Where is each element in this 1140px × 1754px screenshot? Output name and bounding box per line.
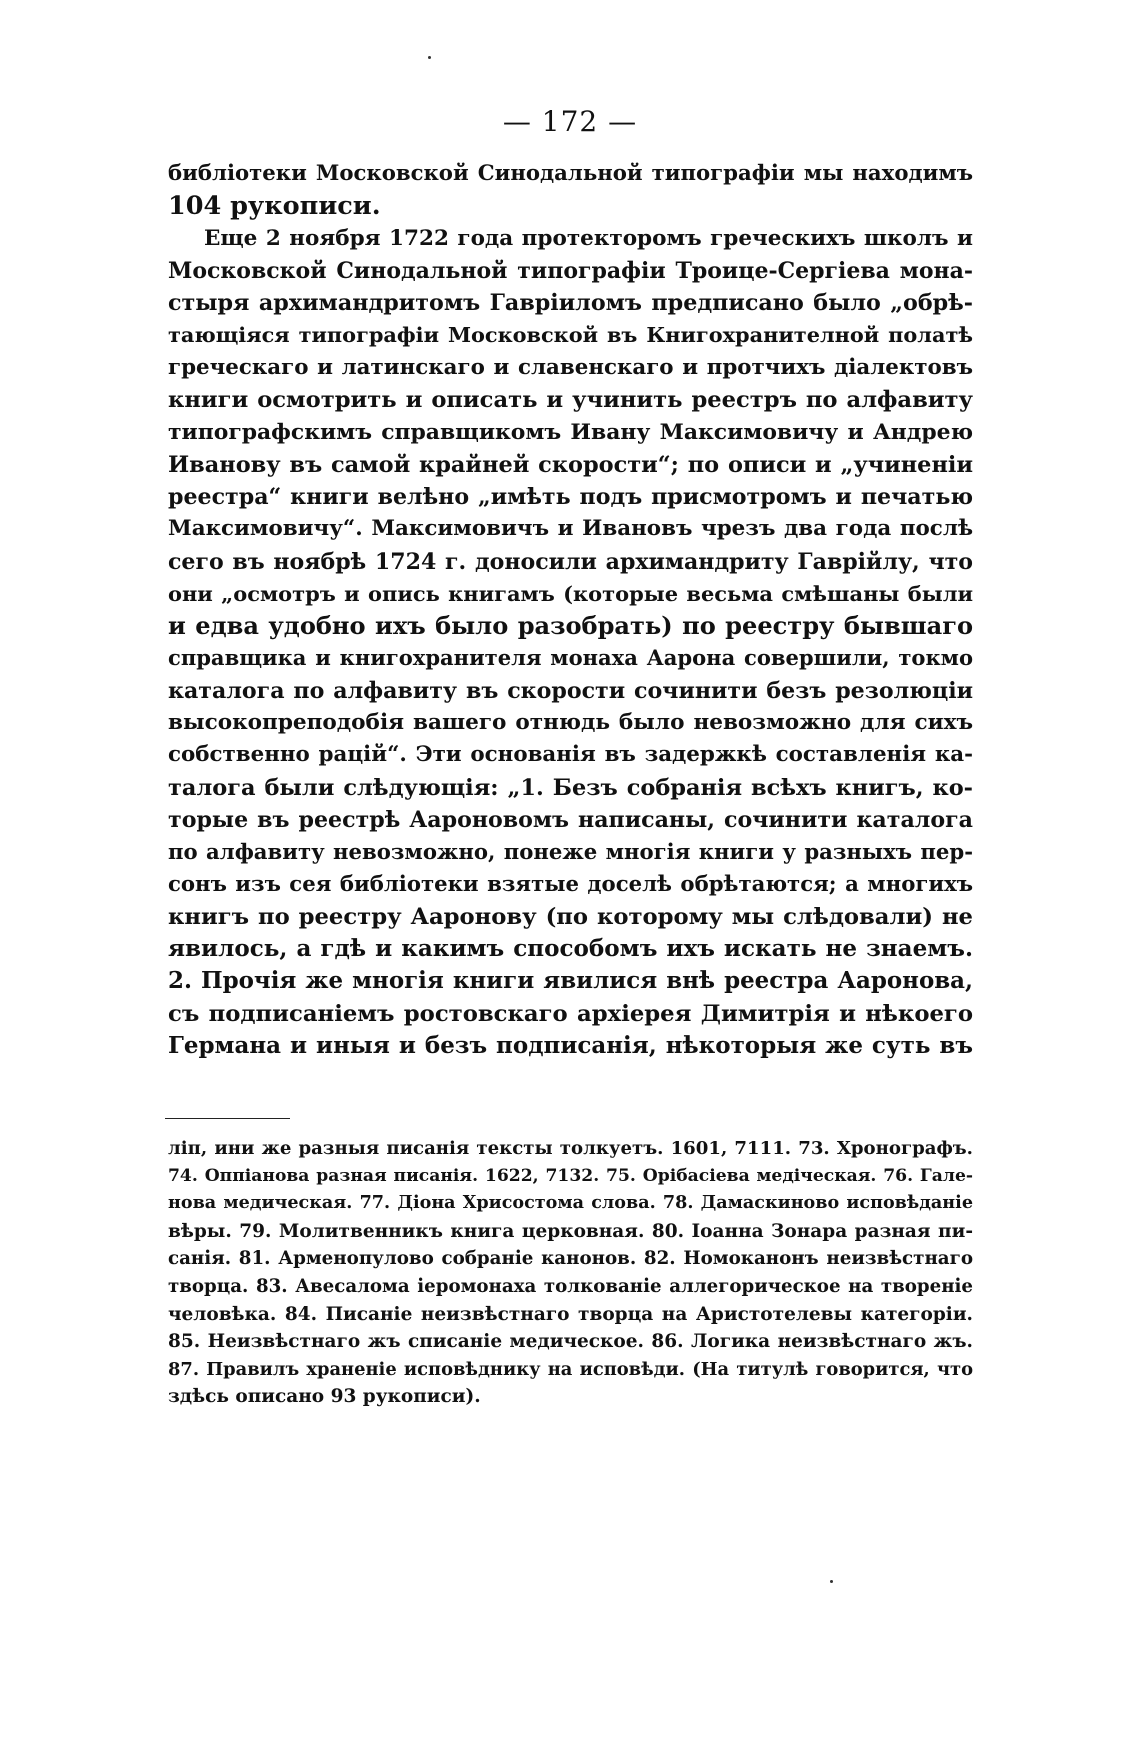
footnote-line: здѣсь описано 93 рукописи). bbox=[168, 1386, 481, 1408]
text-line: сонъ изъ сея библіотеки взятые доселѣ обрѣтаются; а многихъ bbox=[168, 871, 973, 897]
text-line: Иванову въ самой крайней скорости“; по описи и „учиненіи bbox=[168, 451, 973, 478]
footnote-divider bbox=[165, 1118, 290, 1119]
text-line: по алфавиту невозможно, понеже многія книги у разныхъ пер- bbox=[168, 839, 973, 865]
text-line: типографскимъ справщикомъ Ивану Максимовичу и Андрею bbox=[168, 419, 973, 446]
scan-speck bbox=[428, 56, 431, 59]
footnote-line: 85. Неизвѣстнаго жъ списаніе медическое. 86. Логика неизвѣстнаго жъ. bbox=[168, 1331, 973, 1353]
text-line: торые въ реестрѣ Аароновомъ написаны, сочинити каталога bbox=[168, 806, 973, 833]
text-line: явилось, а гдѣ и какимъ способомъ ихъ искать не знаемъ. bbox=[168, 935, 973, 963]
footnote-line: творца. 83. Авесалома іеромонаха толкованіе аллегорическое на твореніе bbox=[168, 1275, 973, 1297]
text-line: Еще 2 ноября 1722 года протекторомъ греческихъ школъ и bbox=[204, 225, 973, 251]
text-line: собственно рацій“. Эти основанія въ задержкѣ составленія ка- bbox=[168, 742, 973, 768]
text-line: сего въ ноябрѣ 1724 г. доносили архимандриту Гаврійлу, что bbox=[168, 548, 973, 575]
text-line: 2. Прочія же многія книги явилися внѣ реестра Ааронова, bbox=[168, 967, 973, 995]
text-line: 104 рукописи. bbox=[168, 191, 381, 222]
text-line: высокопреподобія вашего отнюдь было невозможно для сихъ bbox=[168, 710, 973, 736]
text-line: библіотеки Московской Синодальной типографіи мы находимъ bbox=[168, 161, 973, 186]
text-line: съ подписаніемъ ростовскаго архіерея Димитрія и нѣкоего bbox=[168, 1000, 973, 1027]
footnote-line: нова медическая. 77. Діона Хрисостома слова. 78. Дамаскиново исповѣданіе bbox=[168, 1193, 973, 1214]
scan-speck bbox=[830, 1580, 833, 1583]
text-line: Германа и иныя и безъ подписанія, нѣкоторыя же суть въ bbox=[168, 1032, 973, 1060]
footnotes bbox=[168, 1135, 973, 1411]
text-line: греческаго и латинскаго и славенскаго и протчихъ діалектовъ bbox=[168, 354, 973, 380]
text-line: справщика и книгохранителя монаха Аарона совершили, токмо bbox=[168, 645, 973, 671]
text-line: стыря архимандритомъ Гавріиломъ предписано было „обрѣ- bbox=[168, 290, 973, 317]
text-line: и едва удобно ихъ было разобрать) по реестру бывшаго bbox=[168, 611, 973, 641]
main-text bbox=[168, 158, 973, 1062]
footnote-line: 74. Оппіанова разная писанія. 1622, 7132. 75. Орібасіева медіческая. 76. Гале- bbox=[168, 1165, 973, 1186]
text-line: книги осмотрить и описать и учинить реестръ по алфавиту bbox=[168, 387, 973, 414]
text-line: они „осмотръ и опись книгамъ (которые весьма смѣшаны были bbox=[168, 580, 973, 606]
text-line: каталога по алфавиту въ скорости сочинити безъ резолюціи bbox=[168, 677, 973, 704]
text-line: реестра“ книги велѣно „имѣть подъ присмотромъ и печатью bbox=[168, 483, 973, 510]
text-line: Московской Синодальной типографіи Троице-Сергіева мона- bbox=[168, 257, 973, 284]
footnote-line: 87. Правилъ храненіе исповѣднику на исповѣди. (На титулѣ говорится, что bbox=[168, 1358, 973, 1380]
footnote-line: человѣка. 84. Писаніе неизвѣстнаго творца на Аристотелевы категоріи. bbox=[168, 1303, 973, 1325]
text-line: Максимовичу“. Максимовичъ и Ивановъ чрезъ два года послѣ bbox=[168, 516, 973, 542]
text-line: книгъ по реестру Ааронову (по которому мы слѣдовали) не bbox=[168, 903, 973, 930]
footnote-line: санія. 81. Арменопулово собраніе канонов. 82. Номоканонъ неизвѣстнаго bbox=[168, 1248, 973, 1270]
text-line: талога были слѣдующія: „1. Безъ собранія всѣхъ книгъ, ко- bbox=[168, 774, 973, 801]
footnote-line: вѣры. 79. Молитвенникъ книга церковная. 80. Іоанна Зонара разная пи- bbox=[168, 1220, 973, 1242]
text-line: тающіяся типографіи Московской въ Книгохранителной полатѣ bbox=[168, 322, 973, 348]
footnote-line: ліп, ини же разныя писанія тексты толкуетъ. 1601, 7111. 73. Хронографъ. bbox=[168, 1138, 973, 1159]
page-number: — 172 — bbox=[502, 105, 638, 138]
